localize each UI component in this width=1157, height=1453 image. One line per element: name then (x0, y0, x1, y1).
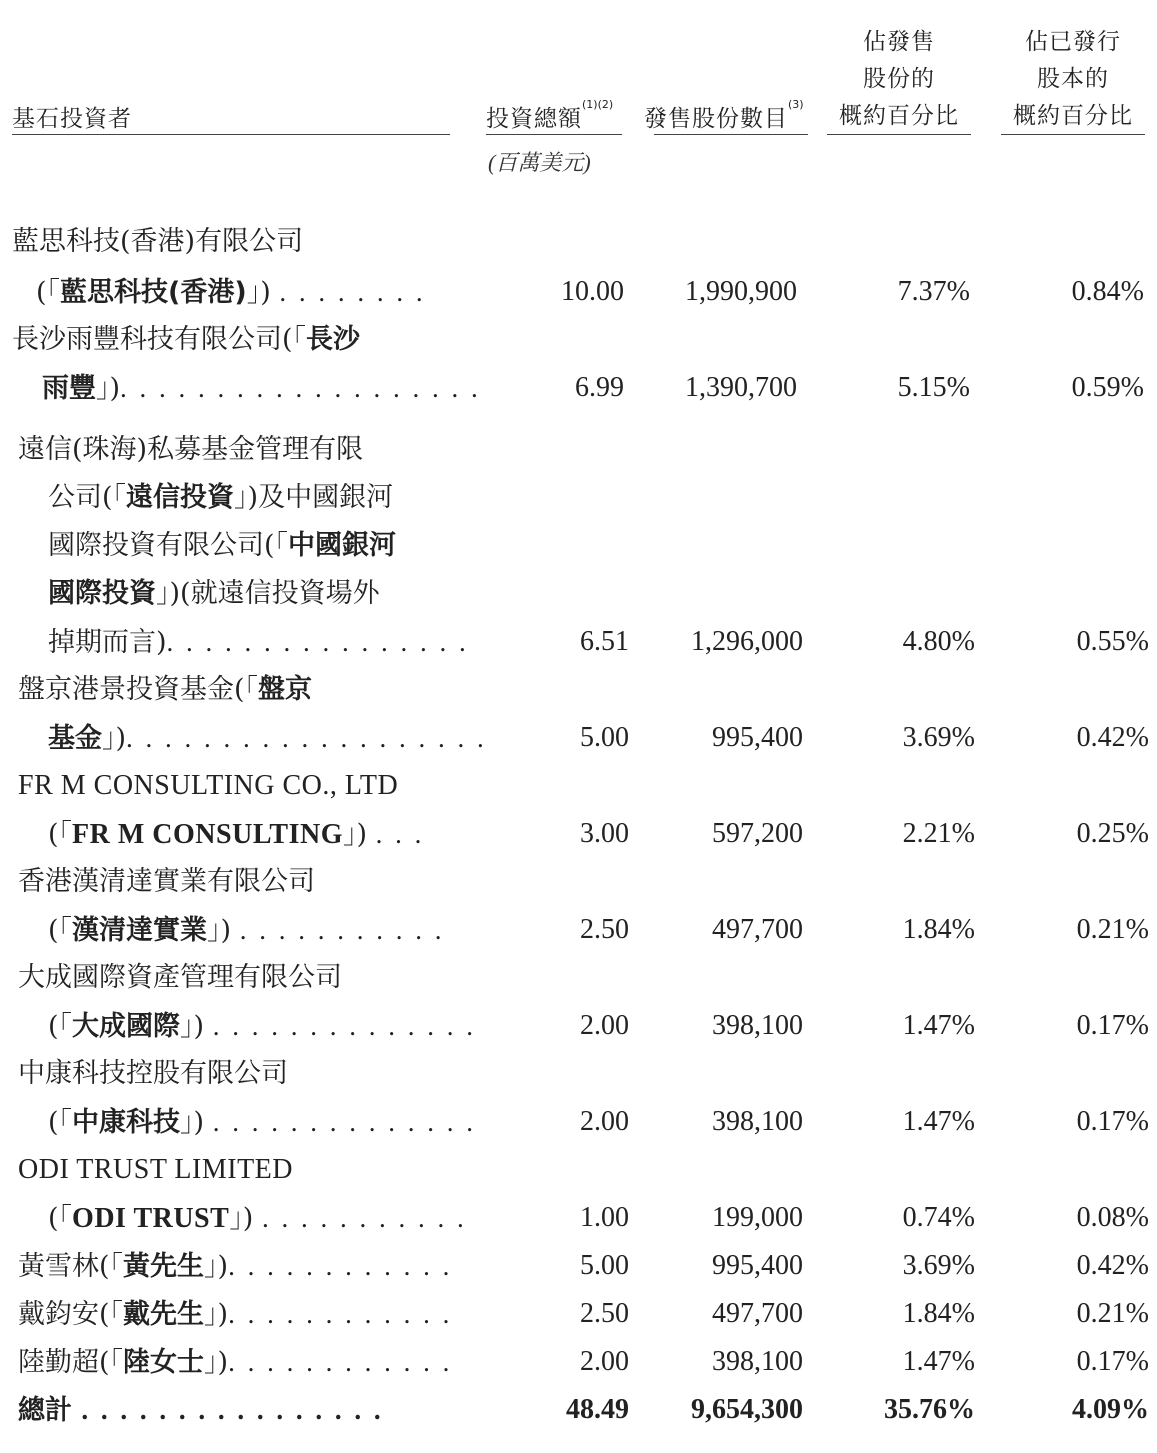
table-row (0, 954, 1157, 1002)
table-row (0, 858, 1157, 906)
investor-name: FR M CONSULTING CO., LTD (18, 770, 399, 801)
pct-offer: 3.69% (902, 722, 975, 753)
investor-name: 長沙雨豐科技有限公司(「長沙 (12, 324, 361, 355)
total-label: 總計 . . . . . . . . . . . . . . . . (18, 1395, 384, 1426)
offer-shares: 1,990,900 (685, 276, 797, 307)
investor-short-name: (「ODI TRUST」) . . . . . . . . . . . (48, 1203, 467, 1234)
offer-shares: 1,296,000 (691, 626, 803, 657)
investor-name: ODI TRUST LIMITED (18, 1154, 294, 1185)
investor-short-name: (「大成國際」) . . . . . . . . . . . . . . (48, 1011, 476, 1042)
table-row (0, 474, 1157, 522)
investment-amount: 5.00 (580, 1250, 629, 1281)
table-row (0, 570, 1157, 618)
offer-shares: 995,400 (712, 1250, 803, 1281)
pct-issued: 0.84% (1071, 276, 1144, 307)
investment-amount: 6.51 (580, 626, 629, 657)
header-shares-label: 發售股份數目 (644, 106, 788, 132)
table-row (0, 522, 1157, 570)
offer-shares: 1,390,700 (685, 372, 797, 403)
header-pct-offer-line2: 股份的 (863, 66, 935, 92)
table-row (0, 364, 1157, 412)
table-row (0, 666, 1157, 714)
table-row (0, 1290, 1157, 1338)
investor-short-name: 基金」). . . . . . . . . . . . . . . . . . . (48, 723, 487, 754)
total-amount: 48.49 (566, 1394, 629, 1425)
pct-offer: 1.47% (902, 1010, 975, 1041)
header-pct-issued-line3: 概約百分比 (1013, 103, 1133, 129)
offer-shares: 995,400 (712, 722, 803, 753)
investment-amount: 2.50 (580, 914, 629, 945)
header-amount-label: 投資總額 (486, 106, 582, 132)
investment-amount: 2.00 (580, 1106, 629, 1137)
investor-name: 香港漢清達實業有限公司 (18, 866, 315, 897)
investor-name: 中康科技控股有限公司 (18, 1058, 288, 1089)
total-pct-offer: 35.76% (884, 1394, 975, 1425)
investment-amount: 2.50 (580, 1298, 629, 1329)
table-row (0, 810, 1157, 858)
header-pct-issued (1001, 24, 1145, 135)
offer-shares: 497,700 (712, 1298, 803, 1329)
investor-name: 大成國際資產管理有限公司 (18, 962, 342, 993)
table-row (0, 1194, 1157, 1242)
investor-name: 黃雪林(「黃先生」). . . . . . . . . . . . (18, 1251, 453, 1282)
investment-amount: 6.99 (575, 372, 624, 403)
pct-offer: 1.47% (902, 1346, 975, 1377)
offer-shares: 398,100 (712, 1010, 803, 1041)
pct-issued: 0.55% (1076, 626, 1149, 657)
pct-issued: 0.42% (1076, 1250, 1149, 1281)
pct-issued: 0.17% (1076, 1106, 1149, 1137)
pct-issued: 0.42% (1076, 722, 1149, 753)
table-row (0, 1338, 1157, 1386)
total-row (0, 1386, 1157, 1434)
pct-offer: 3.69% (902, 1250, 975, 1281)
table-row (0, 1146, 1157, 1194)
pct-issued: 0.21% (1076, 914, 1149, 945)
table-row (0, 316, 1157, 364)
investment-amount: 2.00 (580, 1010, 629, 1041)
investment-amount: 5.00 (580, 722, 629, 753)
header-investor: 基石投資者 (12, 106, 132, 132)
pct-offer: 2.21% (902, 818, 975, 849)
investor-short-name: (「中康科技」) . . . . . . . . . . . . . . (48, 1107, 476, 1138)
table-row (0, 1002, 1157, 1050)
investor-short-name: (「藍思科技(香港)」) . . . . . . . . (36, 277, 426, 308)
investor-name: 陸勤超(「陸女士」). . . . . . . . . . . . (18, 1347, 453, 1378)
pct-issued: 0.17% (1076, 1010, 1149, 1041)
pct-offer: 0.74% (902, 1202, 975, 1233)
pct-offer: 5.15% (897, 372, 970, 403)
investor-name-cont: 掉期而言). . . . . . . . . . . . . . . . (48, 627, 469, 658)
total-shares: 9,654,300 (691, 1394, 803, 1425)
header-amount (486, 100, 613, 133)
investor-name: 藍思科技(香港)有限公司 (12, 226, 304, 257)
table-row (0, 218, 1157, 266)
pct-offer: 1.84% (902, 1298, 975, 1329)
pct-issued: 0.08% (1076, 1202, 1149, 1233)
offer-shares: 199,000 (712, 1202, 803, 1233)
table-row (0, 906, 1157, 954)
pct-offer: 1.47% (902, 1106, 975, 1137)
pct-offer: 7.37% (897, 276, 970, 307)
header-rule-pct-offer (827, 134, 971, 135)
header-pct-offer-line3: 概約百分比 (839, 103, 959, 129)
table-row (0, 714, 1157, 762)
header-unit: (百萬美元) (488, 150, 591, 175)
table-row (0, 1098, 1157, 1146)
offer-shares: 597,200 (712, 818, 803, 849)
investment-amount: 1.00 (580, 1202, 629, 1233)
investor-short-name: (「漢清達實業」) . . . . . . . . . . . (48, 915, 445, 946)
investment-amount: 3.00 (580, 818, 629, 849)
table-row (0, 268, 1157, 316)
header-rule-investor (12, 134, 450, 135)
investment-amount: 2.00 (580, 1346, 629, 1377)
pct-issued: 0.21% (1076, 1298, 1149, 1329)
pct-issued: 0.25% (1076, 818, 1149, 849)
header-pct-offer-line1: 佔發售 (863, 29, 935, 55)
investment-amount: 10.00 (561, 276, 624, 307)
header-pct-issued-line2: 股本的 (1037, 66, 1109, 92)
header-pct-issued-line1: 佔已發行 (1025, 29, 1121, 55)
investor-name-cont: 國際投資有限公司(「中國銀河 (48, 530, 397, 561)
header-pct-offer (827, 24, 971, 135)
header-rule-shares (654, 134, 808, 135)
pct-offer: 4.80% (902, 626, 975, 657)
investor-name: 戴鈞安(「戴先生」). . . . . . . . . . . . (18, 1299, 453, 1330)
table-row (0, 762, 1157, 810)
table-row (0, 618, 1157, 666)
pct-offer: 1.84% (902, 914, 975, 945)
investor-name: 遠信(珠海)私募基金管理有限 (18, 434, 364, 465)
header-shares (644, 100, 804, 133)
pct-issued: 0.59% (1071, 372, 1144, 403)
table-row (0, 1050, 1157, 1098)
investor-name: 盤京港景投資基金(「盤京 (18, 674, 313, 705)
header-shares-footnote: (3) (788, 98, 804, 111)
investor-short-name: (「FR M CONSULTING」) . . . (48, 819, 425, 850)
total-pct-issued: 4.09% (1072, 1394, 1149, 1425)
investor-short-name: 雨豐」). . . . . . . . . . . . . . . . . . . (42, 373, 481, 404)
offer-shares: 497,700 (712, 914, 803, 945)
header-amount-footnote: (1)(2) (582, 98, 614, 111)
offer-shares: 398,100 (712, 1346, 803, 1377)
header-rule-amount (486, 134, 622, 135)
table-row (0, 426, 1157, 474)
table-row (0, 1242, 1157, 1290)
header-rule-pct-issued (1001, 134, 1145, 135)
investor-name-cont: 公司(「遠信投資」)及中國銀河 (48, 482, 394, 513)
offer-shares: 398,100 (712, 1106, 803, 1137)
pct-issued: 0.17% (1076, 1346, 1149, 1377)
investor-name-cont: 國際投資」)(就遠信投資場外 (48, 578, 380, 609)
